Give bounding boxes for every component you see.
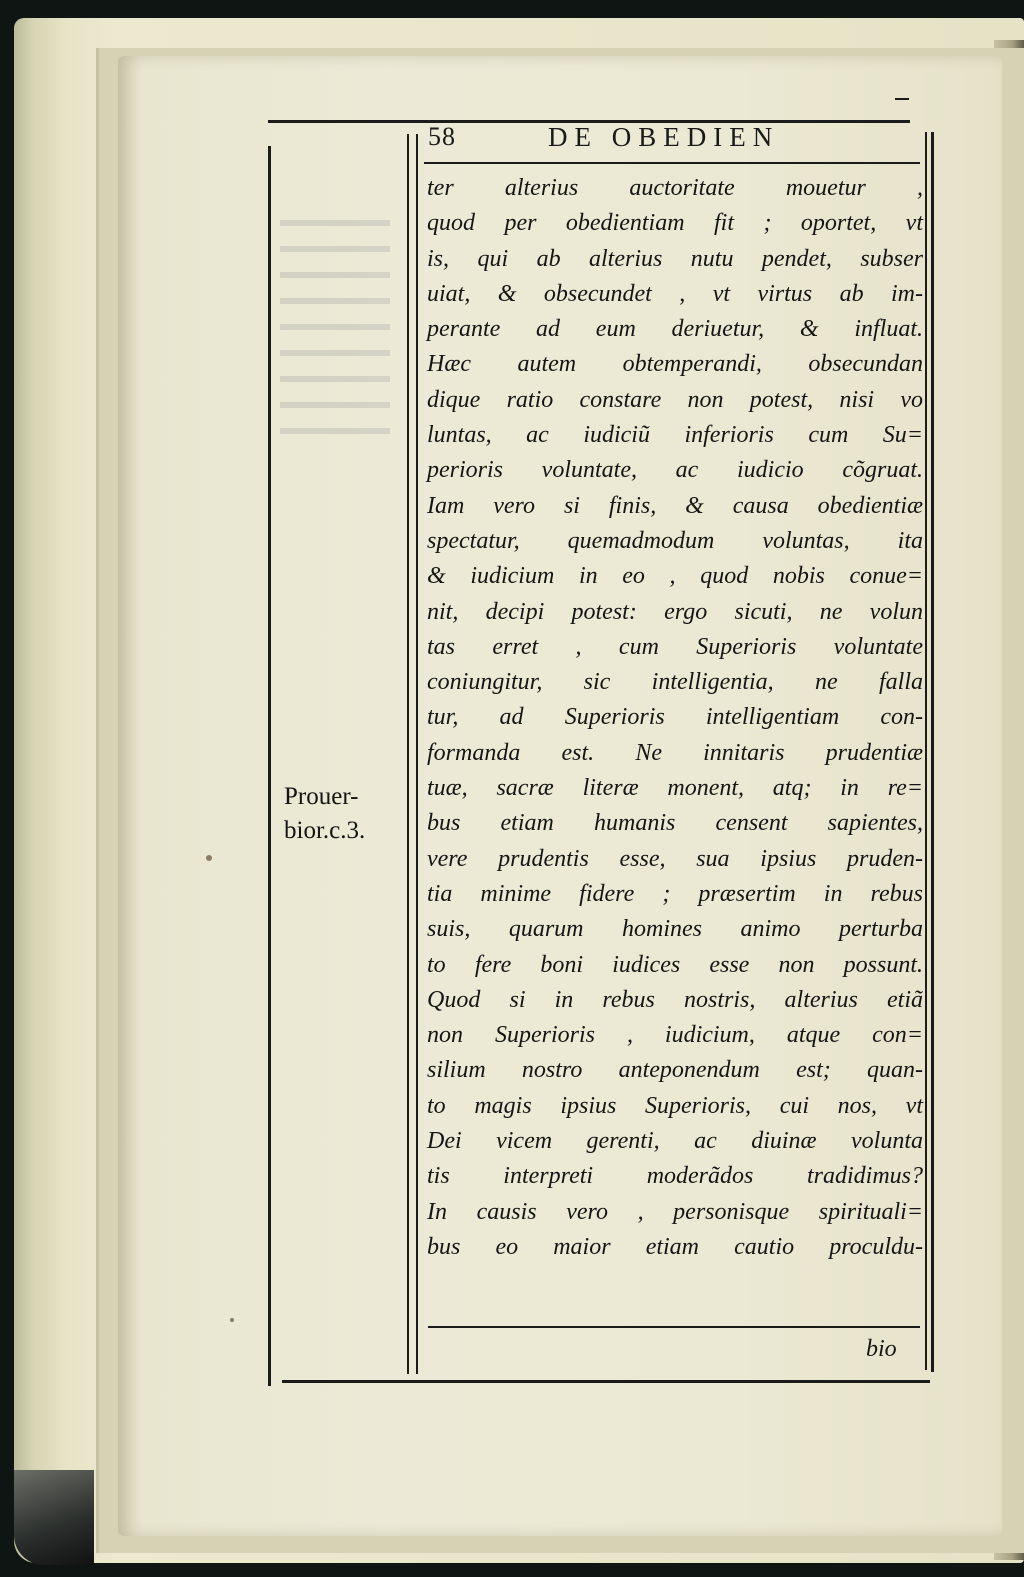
text-line: Quod si in rebus nostris, alterius etiã xyxy=(427,986,923,1013)
foxing-spot xyxy=(230,1318,234,1322)
text-line: tas erret , cum Superioris voluntate xyxy=(427,633,923,660)
margin-note-line: Prouer- xyxy=(284,783,359,810)
text-line: suis, quarum homines animo perturba xyxy=(427,916,923,943)
ink-bleed-through xyxy=(280,220,390,440)
running-head: DE OBEDIEN xyxy=(548,122,780,152)
text-line: luntas, ac iudiciũ inferioris cum Su= xyxy=(427,422,923,449)
right-rule-outer xyxy=(931,132,934,1372)
gutter-rule-inner xyxy=(416,134,418,1374)
text-line: is, qui ab alterius nutu pendet, subser xyxy=(427,245,923,272)
text-line: spectatur, quemadmodum voluntas, ita xyxy=(427,527,923,554)
text-line: perioris voluntate, ac iudicio cõgruat. xyxy=(427,457,923,484)
bottom-text-rule xyxy=(428,1326,920,1328)
text-line: uiat, & obsecundet , vt virtus ab im- xyxy=(427,280,923,307)
gutter-rule-outer xyxy=(407,134,409,1374)
text-line: bus etiam humanis censent sapientes, xyxy=(427,810,923,837)
text-line: dique ratio constare non potest, nisi vo xyxy=(427,386,923,413)
text-line: Dei vicem gerenti, ac diuinæ volunta xyxy=(427,1128,923,1155)
header-rule xyxy=(424,162,920,164)
text-line: Iam vero si finis, & causa obedientiæ xyxy=(427,492,923,519)
text-line: ter alterius auctoritate mouetur , xyxy=(427,175,923,201)
text-line: to fere boni iudices esse non possunt. xyxy=(427,951,923,978)
text-line: Hæc autem obtemperandi, obsecundan xyxy=(427,351,923,378)
catchword: bio xyxy=(866,1336,897,1362)
right-rule-inner xyxy=(925,132,927,1370)
text-line: nit, decipi potest: ergo sicuti, ne volun xyxy=(427,598,923,625)
text-line: tis interpreti moderãdos tradidimus? xyxy=(427,1163,923,1190)
text-line: vere prudentis esse, sua ipsius pruden- xyxy=(427,845,923,872)
text-line: perante ad eum deriuetur, & influat. xyxy=(427,316,923,343)
text-line: to magis ipsius Superioris, cui nos, vt xyxy=(427,1092,923,1119)
text-line: quod per obedientiam fit ; oportet, vt xyxy=(427,210,923,237)
text-line: formanda est. Ne innitaris prudentiæ xyxy=(427,739,923,766)
text-line: coniungitur, sic intelligentia, ne falla xyxy=(427,669,923,696)
body-text xyxy=(427,171,923,1265)
foxing-spot xyxy=(206,855,212,861)
text-line: In causis vero , personisque spirituali= xyxy=(427,1198,923,1225)
margin-note-line: bior.c.3. xyxy=(284,817,366,844)
text-line: tuæ, sacræ literæ monent, atq; in re= xyxy=(427,775,923,802)
text-line: silium nostro anteponendum est; quan- xyxy=(427,1057,923,1084)
cover-corner xyxy=(14,1470,94,1565)
left-outer-rule xyxy=(268,146,271,1386)
page-number: 58 xyxy=(428,122,456,151)
text-line: tur, ad Superioris intelligentiam con- xyxy=(427,704,923,731)
text-line: bus eo maior etiam cautio proculdu- xyxy=(427,1233,923,1260)
text-line: tia minime fidere ; præsertim in rebus xyxy=(427,880,923,907)
text-line: & iudicium in eo , quod nobis conue= xyxy=(427,563,923,590)
page-header xyxy=(420,122,920,156)
bottom-rule xyxy=(282,1380,930,1383)
top-rule-tick xyxy=(895,98,909,100)
text-line: non Superioris , iudicium, atque con= xyxy=(427,1022,923,1049)
margin-note xyxy=(284,780,404,848)
